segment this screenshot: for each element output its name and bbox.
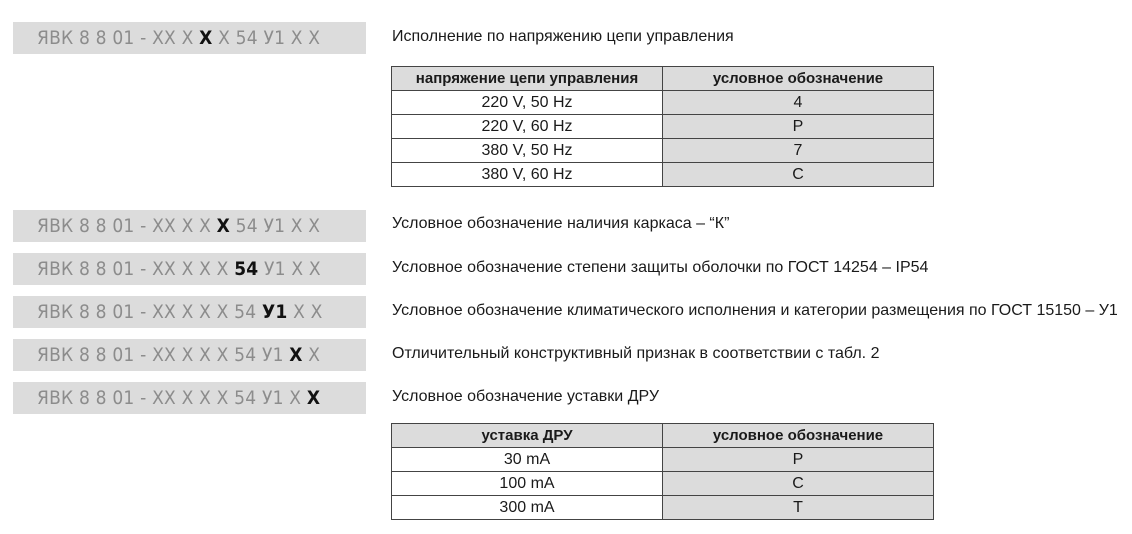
table-cell: 380 V, 60 Hz bbox=[392, 163, 663, 187]
code-box-protection bbox=[13, 253, 366, 285]
code-text: ЯВК 8 8 01 - XX X X bbox=[37, 215, 217, 237]
table-cell: 100 mA bbox=[392, 472, 663, 496]
table-header: условное обозначение bbox=[663, 67, 934, 91]
table-header: условное обозначение bbox=[663, 424, 934, 448]
table-cell: P bbox=[663, 448, 934, 472]
table-header: уставка ДРУ bbox=[392, 424, 663, 448]
table-cell: 220 V, 60 Hz bbox=[392, 115, 663, 139]
code-highlight: X bbox=[216, 215, 231, 237]
table-row bbox=[392, 163, 934, 187]
description-voltage: Исполнение по напряжению цепи управления bbox=[392, 28, 734, 45]
table-cell: 220 V, 50 Hz bbox=[392, 91, 663, 115]
description-design: Отличительный конструктивный признак в соответствии с табл. 2 bbox=[392, 345, 880, 362]
description-frame: Условное обозначение наличия каркаса – “К” bbox=[392, 215, 730, 232]
table-cell: 380 V, 50 Hz bbox=[392, 139, 663, 163]
table-header-row bbox=[392, 67, 934, 91]
code-highlight: X bbox=[199, 27, 213, 49]
code-text: X bbox=[302, 344, 321, 366]
code-text: ЯВК 8 8 01 - XX X X X 54 У1 bbox=[37, 344, 290, 366]
table-row bbox=[392, 139, 934, 163]
description-dru: Условное обозначение уставки ДРУ bbox=[392, 388, 660, 405]
dru-table bbox=[391, 423, 934, 520]
table-cell: 4 bbox=[663, 91, 934, 115]
table-header-row bbox=[392, 424, 934, 448]
table-row bbox=[392, 496, 934, 520]
table-cell: C bbox=[663, 163, 934, 187]
code-text: 54 У1 X X bbox=[230, 215, 321, 237]
table-row bbox=[392, 472, 934, 496]
table-row bbox=[392, 91, 934, 115]
code-highlight: 54 bbox=[234, 258, 259, 280]
code-text: ЯВК 8 8 01 - XX X X X bbox=[37, 258, 235, 280]
code-box-climate bbox=[13, 296, 366, 328]
table-cell: P bbox=[663, 115, 934, 139]
table-header: напряжение цепи управления bbox=[392, 67, 663, 91]
table-row bbox=[392, 448, 934, 472]
description-climate: Условное обозначение климатического исполнения и категории размещения по ГОСТ 15150 – У1 bbox=[392, 302, 1118, 319]
code-box-design bbox=[13, 339, 366, 371]
code-text: X X bbox=[287, 301, 323, 323]
code-highlight: X bbox=[289, 344, 303, 366]
code-text: ЯВК 8 8 01 - XX X X X 54 У1 X bbox=[37, 387, 307, 409]
code-text: У1 X X bbox=[258, 258, 321, 280]
code-highlight: У1 bbox=[261, 301, 288, 323]
table-cell: 30 mA bbox=[392, 448, 663, 472]
code-text: ЯВК 8 8 01 - XX X X X 54 bbox=[37, 301, 262, 323]
table-cell: 300 mA bbox=[392, 496, 663, 520]
code-highlight: X bbox=[306, 387, 321, 409]
code-box-frame bbox=[13, 210, 366, 242]
table-cell: T bbox=[663, 496, 934, 520]
code-text: ЯВК 8 8 01 - XX X bbox=[37, 27, 200, 49]
description-protection: Условное обозначение степени защиты оболочки по ГОСТ 14254 – IP54 bbox=[392, 259, 929, 276]
code-box-voltage bbox=[13, 22, 366, 54]
table-cell: C bbox=[663, 472, 934, 496]
table-cell: 7 bbox=[663, 139, 934, 163]
code-text: X 54 У1 X X bbox=[212, 27, 321, 49]
table-row bbox=[392, 115, 934, 139]
voltage-table bbox=[391, 66, 934, 187]
code-box-dru bbox=[13, 382, 366, 414]
